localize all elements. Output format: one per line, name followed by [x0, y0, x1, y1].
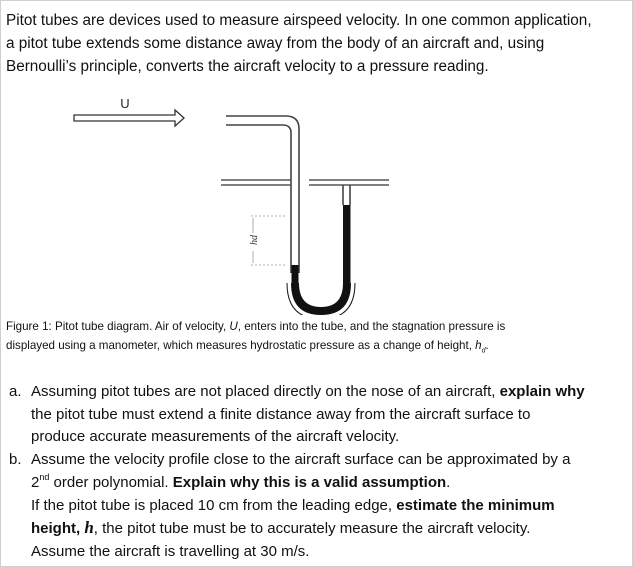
velocity-arrow	[74, 110, 184, 126]
caption-line-2: displayed using a manometer, which measures hydrostatic pressure as a change of height, $h_d$.	[6, 339, 489, 355]
height-label: hd	[249, 235, 260, 245]
intro-line: Bernoulli’s principle, converts the aircraft velocity to a pressure reading.	[6, 58, 489, 75]
intro-line: a pitot tube extends some distance away from the body of an aircraft and, using	[6, 35, 545, 52]
manometer-fluid	[287, 205, 355, 315]
caption-line-1: Figure 1: Pitot tube diagram. Air of velocity, U, enters into the tube, and the stagnation pressure is	[6, 320, 506, 333]
pitot-tube-diagram	[61, 93, 401, 315]
aircraft-surface	[221, 180, 389, 185]
question-label: b.	[9, 451, 22, 469]
question-label: a.	[9, 383, 22, 400]
question-list	[6, 381, 628, 564]
intro-line: Pitot tubes are devices used to measure airspeed velocity. In one common application,	[6, 12, 592, 29]
intro-paragraph	[6, 9, 628, 78]
velocity-label: U	[120, 96, 130, 111]
question-b: b. Assume the velocity profile close to the aircraft surface can be approximated by a 2nd order polynomial. Explain why this is a valid assumption. If the pitot tube is placed 10 cm from the leading edge, estimate the minimum height, h, the pitot tube must be to accurately measure the aircraft velocity. Assume the aircraft is travelling at 30 m/s.	[9, 451, 571, 560]
figure-caption	[6, 317, 626, 360]
question-a: a. Assuming pitot tubes are not placed directly on the nose of an aircraft, explain why the pitot tube must extend a finite distance away from the aircraft surface to produce accurate measurements of the aircraft velocity.	[9, 383, 585, 446]
pitot-tube	[226, 116, 350, 273]
